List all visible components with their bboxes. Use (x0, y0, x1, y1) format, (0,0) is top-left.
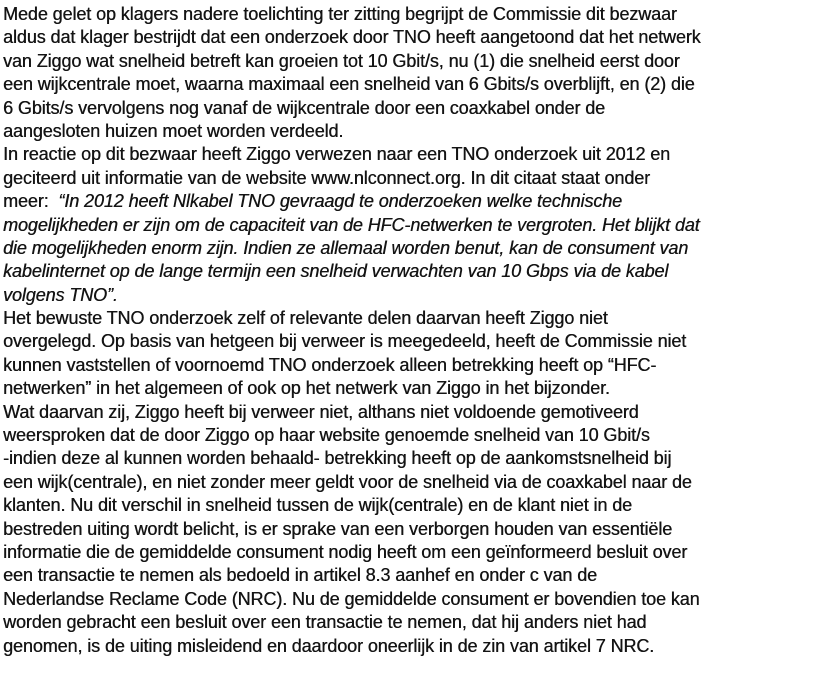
text-line (3, 26, 831, 49)
text-line (3, 447, 831, 470)
body-text: klanten. Nu dit verschil in snelheid tussen de wijk(centrale) en de klant niet in de (3, 495, 632, 516)
body-text: een wijkcentrale moet, waarna maximaal een snelheid van 6 Gbits/s overblijft, en (2) die (3, 74, 695, 95)
text-line (3, 307, 831, 330)
body-text: aldus dat klager bestrijdt dat een onderzoek door TNO heeft aangetoond dat het netwerk (3, 27, 701, 48)
body-text: kunnen vaststellen of voornoemd TNO onderzoek alleen betrekking heeft op “HFC- (3, 354, 657, 375)
quoted-italic-text: kabelinternet op de lange termijn een snelheid verwachten van 10 Gbps via de kabel (3, 261, 669, 282)
body-text: worden gebracht een besluit over een transactie te nemen, dat hij anders niet had (3, 612, 647, 633)
text-line (3, 237, 831, 260)
text-line (3, 471, 831, 494)
quoted-italic-text: die mogelijkheden enorm zijn. Indien ze allemaal worden benut, kan de consument van (3, 237, 689, 258)
text-line (3, 190, 831, 213)
text-line (3, 611, 831, 634)
text-line (3, 635, 831, 658)
text-line (3, 377, 831, 400)
text-line (3, 143, 831, 166)
body-text: Mede gelet op klagers nadere toelichting ter zitting begrijpt de Commissie dit bezwaar (3, 4, 677, 24)
body-text: weersproken dat de door Ziggo op haar website genoemde snelheid van 10 Gbit/s (3, 425, 650, 446)
text-line (3, 401, 831, 424)
text-line (3, 97, 831, 120)
body-text: genomen, is de uiting misleidend en daardoor oneerlijk in de zin van artikel 7 NRC. (3, 635, 655, 656)
body-text: 6 Gbits/s vervolgens nog vanaf de wijkcentrale door een coaxkabel onder de (3, 97, 605, 118)
quoted-italic-text: mogelijkheden er zijn om de capaciteit van de HFC-netwerken te vergroten. Het blijkt dat (3, 214, 700, 235)
document-text (3, 3, 831, 658)
text-line (3, 167, 831, 190)
body-text: Wat daarvan zij, Ziggo heeft bij verweer niet, althans niet voldoende gemotiveerd (3, 401, 639, 422)
body-text: In reactie op dit bezwaar heeft Ziggo verwezen naar een TNO onderzoek uit 2012 en (3, 144, 670, 165)
text-line (3, 424, 831, 447)
body-text: een wijk(centrale), en niet zonder meer geldt voor de snelheid via de coaxkabel naar de (3, 471, 692, 492)
text-line (3, 260, 831, 283)
text-line (3, 564, 831, 587)
text-line (3, 330, 831, 353)
quoted-italic-text: volgens TNO”. (3, 284, 118, 305)
body-text: informatie die de gemiddelde consument nodig heeft om een geïnformeerd besluit over (3, 541, 688, 562)
body-text: Het bewuste TNO onderzoek zelf of relevante delen daarvan heeft Ziggo niet (3, 308, 608, 329)
body-text: -indien deze al kunnen worden behaald- betrekking heeft op de aankomstsnelheid bij (3, 448, 672, 469)
body-text: meer: (3, 191, 59, 212)
text-line (3, 284, 831, 307)
body-text: bestreden uiting wordt belicht, is er sprake van een verborgen houden van essentiële (3, 518, 673, 539)
body-text: Nederlandse Reclame Code (NRC). Nu de gemiddelde consument er bovendien toe kan (3, 588, 700, 609)
text-line (3, 3, 831, 26)
text-line (3, 214, 831, 237)
text-line (3, 494, 831, 517)
text-line (3, 50, 831, 73)
text-line (3, 73, 831, 96)
body-text: geciteerd uit informatie van de website www.nlconnect.org. In dit citaat staat onder (3, 167, 650, 188)
text-line (3, 518, 831, 541)
body-text: van Ziggo wat snelheid betreft kan groeien tot 10 Gbit/s, nu (1) die snelheid eerst door (3, 50, 680, 71)
body-text: aangesloten huizen moet worden verdeeld. (3, 120, 344, 141)
text-line (3, 120, 831, 143)
text-line (3, 541, 831, 564)
text-line (3, 354, 831, 377)
body-text: een transactie te nemen als bedoeld in artikel 8.3 aanhef en onder c van de (3, 565, 597, 586)
body-text: overgelegd. Op basis van hetgeen bij verweer is meegedeeld, heeft de Commissie niet (3, 331, 687, 352)
text-line (3, 588, 831, 611)
body-text: netwerken” in het algemeen of ook op het netwerk van Ziggo in het bijzonder. (3, 378, 610, 399)
quoted-italic-text: “In 2012 heeft Nlkabel TNO gevraagd te onderzoeken welke technische (58, 191, 622, 212)
